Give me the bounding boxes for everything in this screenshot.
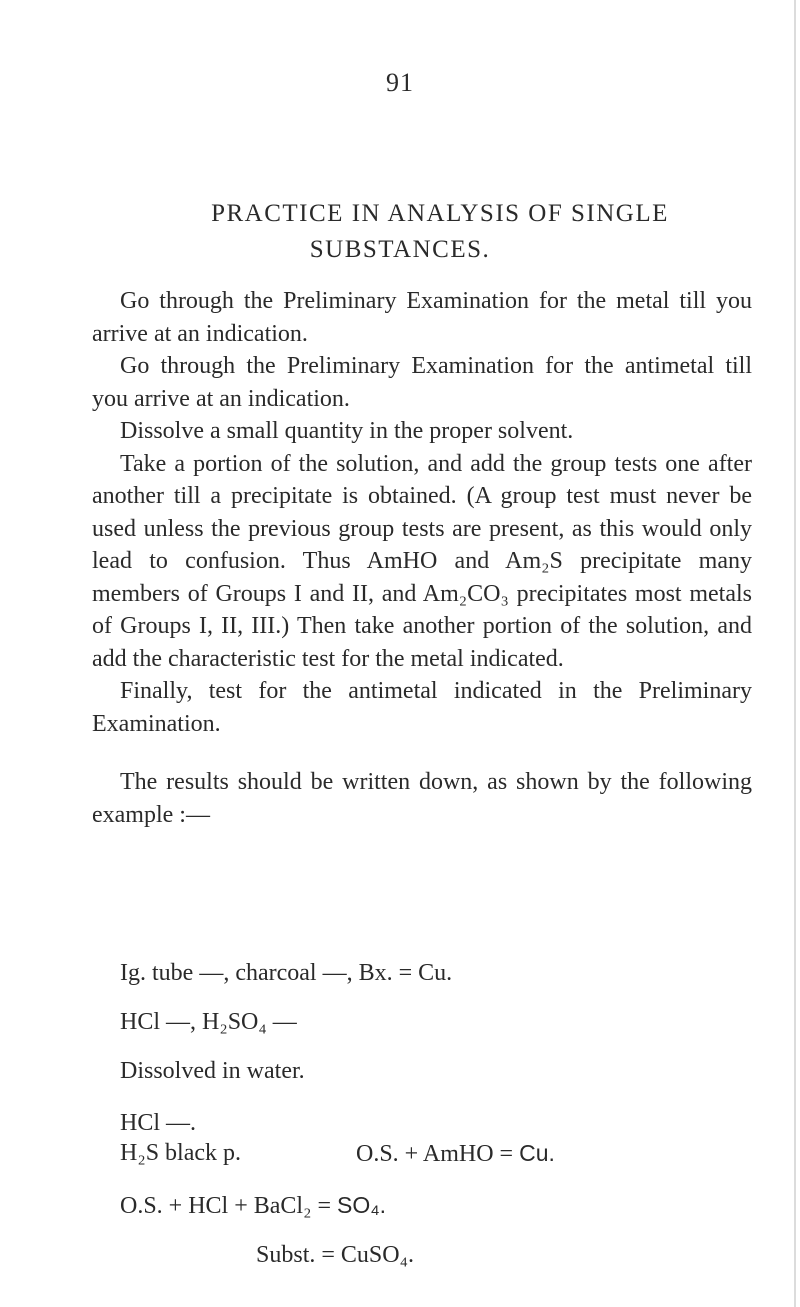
example-line-barium-text: O.S. + HCl + BaCl₂ = bbox=[120, 1193, 337, 1219]
section-heading-line-1: PRACTICE IN ANALYSIS OF SINGLE bbox=[211, 200, 669, 227]
result-cu: Cu. bbox=[519, 1140, 555, 1166]
example-line-acids: HCl —, H₂SO₄ — bbox=[120, 1009, 297, 1035]
result-so4: SO₄. bbox=[337, 1192, 387, 1218]
paragraph-results-intro: The results should be written down, as shown by the following example :— bbox=[92, 769, 752, 828]
paragraph-antimetal-exam: Go through the Preliminary Examination for the antimetal till you arrive at an indication. bbox=[92, 353, 752, 412]
example-line-barium bbox=[120, 1192, 386, 1220]
paragraph-antimetal-test: Finally, test for the antimetal indicated in the Preliminary Examination. bbox=[92, 678, 752, 737]
example-line-ignition: Ig. tube —, charcoal —, Bx. = Cu. bbox=[120, 960, 453, 986]
example-line-hcl: HCl —. bbox=[120, 1110, 197, 1136]
example-line-substance: Subst. = CuSO₄. bbox=[256, 1242, 414, 1268]
paragraph-group-tests: Take a portion of the solution, and add the group tests one after another till a precipitate is obtained. (A group test must never be used unless the previous group tests are present, as this would only lead to confusion. Thus AmHO and Am₂S precipitate many members of Groups I and II, and Am₂CO₃ precipitates most metals of Groups I, II, III.) Then take another portion of the solution, and add the characteristic test for the metal indicated. bbox=[92, 450, 752, 672]
paragraph-metal-exam: Go through the Preliminary Examination for the metal till you arrive at an indication. bbox=[92, 288, 752, 347]
example-line-dissolved: Dissolved in water. bbox=[120, 1058, 305, 1084]
section-heading-line-2: SUBSTANCES. bbox=[309, 236, 491, 263]
paragraph-dissolve: Dissolve a small quantity in the proper solvent. bbox=[120, 418, 574, 444]
body-text bbox=[92, 285, 752, 831]
page-edge bbox=[794, 0, 796, 1307]
page-number: 91 bbox=[386, 68, 414, 97]
example-line-ammonia bbox=[356, 1140, 555, 1168]
example-line-ammonia-text: O.S. + AmHO = bbox=[356, 1141, 520, 1167]
example-line-h2s: H₂S black p. bbox=[120, 1140, 242, 1166]
